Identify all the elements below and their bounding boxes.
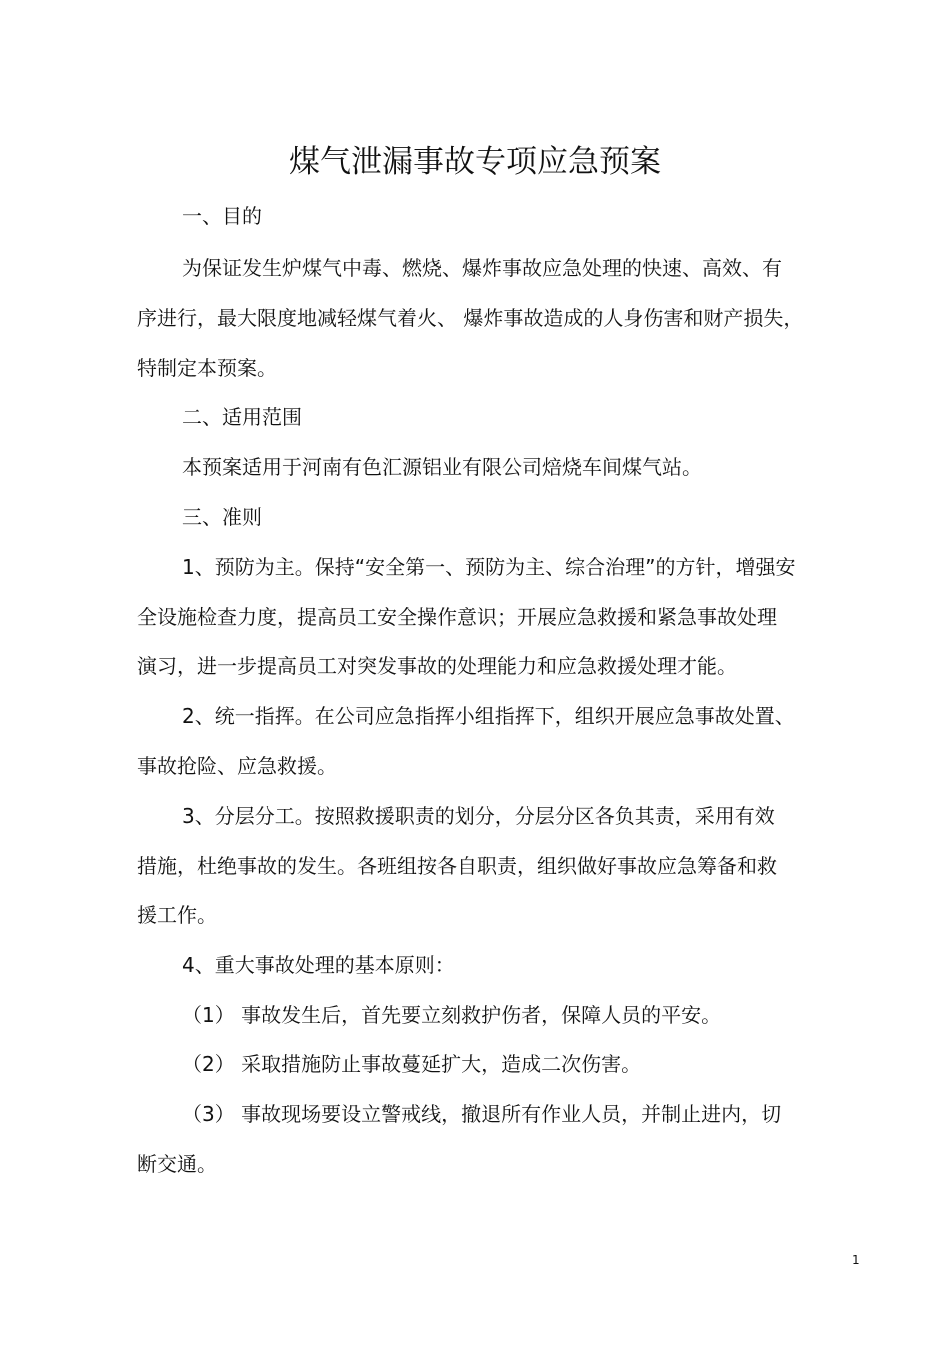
paragraph-line: 1、预防为主。保持“安全第一、预防为主、综合治理”的方针，增强安 [182,555,796,579]
list-item: （2） 采取措施防止事故蔓延扩大，造成二次伤害。 [182,1052,642,1076]
paragraph-line: 断交通。 [137,1152,217,1176]
paragraph-line: 特制定本预案。 [137,356,277,380]
paragraph-line: 3、分层分工。按照救援职责的划分，分层分区各负其责，采用有效 [182,804,775,828]
paragraph-line: 序进行，最大限度地减轻煤气着火、 爆炸事故造成的人身伤害和财产损失， [137,306,804,330]
paragraph-line: 本预案适用于河南有色汇源铝业有限公司焙烧车间煤气站。 [182,455,702,479]
paragraph-line: 4、重大事故处理的基本原则： [182,953,455,977]
document-title: 煤气泄漏事故专项应急预案 [289,144,661,180]
section-heading-principles: 三、准则 [182,505,262,529]
paragraph-line: 2、统一指挥。在公司应急指挥小组指挥下，组织开展应急事故处置、 [182,704,795,728]
paragraph-line: 为保证发生炉煤气中毒、燃烧、爆炸事故应急处理的快速、高效、有 [182,256,782,280]
list-item: （1） 事故发生后，首先要立刻救护伤者，保障人员的平安。 [182,1003,722,1027]
paragraph-line: 全设施检查力度，提高员工安全操作意识；开展应急救援和紧急事故处理 [137,605,777,629]
paragraph-line: 援工作。 [137,903,217,927]
section-heading-scope: 二、适用范围 [182,405,302,429]
page-number: 1 [852,1253,860,1267]
section-heading-purpose: 一、目的 [182,204,262,228]
paragraph-line: 事故抢险、应急救援。 [137,754,337,778]
paragraph-line: 演习，进一步提高员工对突发事故的处理能力和应急救援处理才能。 [137,654,737,678]
list-item: （3） 事故现场要设立警戒线，撤退所有作业人员，并制止进内，切 [182,1102,782,1126]
paragraph-line: 措施，杜绝事故的发生。各班组按各自职责，组织做好事故应急筹备和救 [137,854,777,878]
